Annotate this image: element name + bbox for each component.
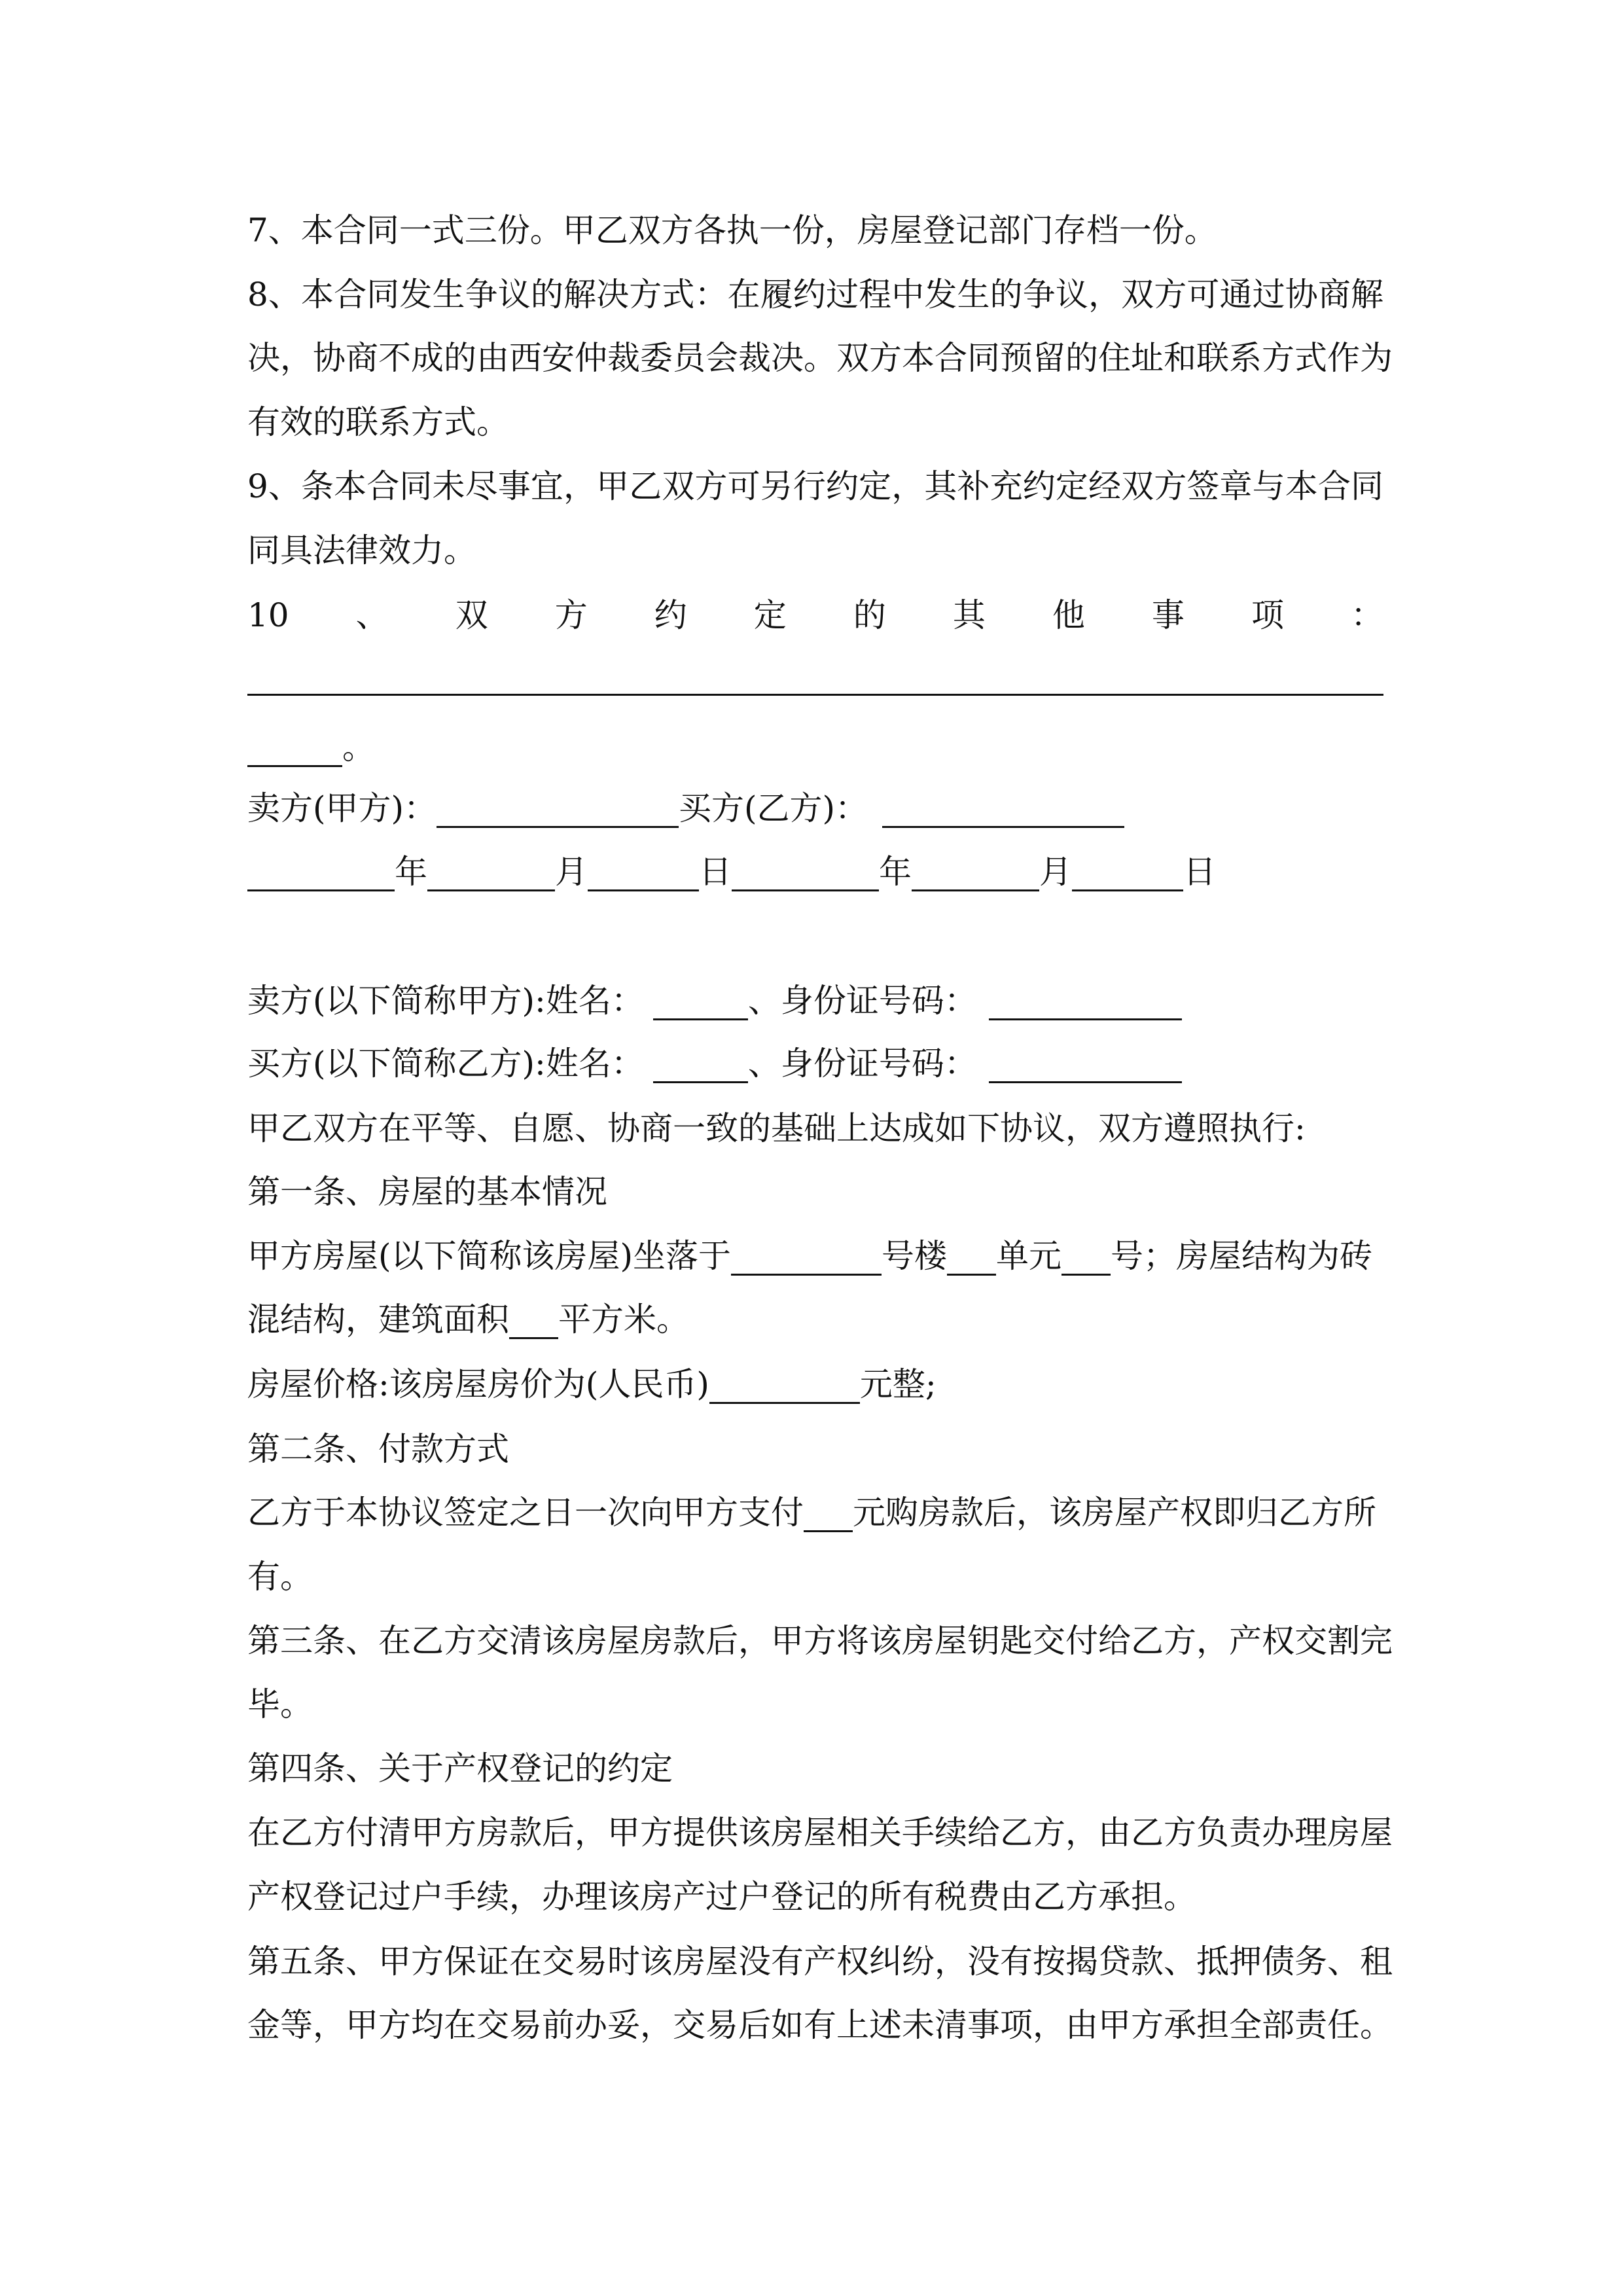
seller-day-field[interactable] [588, 858, 699, 891]
payment-field[interactable] [804, 1499, 853, 1532]
signature-parties-line [247, 789, 1124, 828]
article-1-area [247, 1300, 689, 1339]
clause-10-end [247, 728, 375, 767]
article-5-line: 第五条、甲方保证在交易时该房屋没有产权纠纷，没有按揭贷款、抵押债务、租 [247, 1943, 1393, 1981]
id-label: 、身份证号码： [747, 982, 977, 1020]
text: 混结构，建筑面积 [247, 1300, 509, 1338]
clause-9-line: 同具法律效力。 [247, 531, 476, 569]
text: 乙方于本协议签定之日一次向甲方支付 [247, 1494, 804, 1532]
article-4-line: 在乙方付清甲方房款后，甲方提供该房屋相关手续给乙方，由乙方负责办理房屋 [247, 1814, 1393, 1852]
text: 号；房屋结构为砖 [1111, 1237, 1373, 1275]
blank-field[interactable] [247, 734, 342, 767]
clause-8-line: 决，协商不成的由西安仲裁委员会裁决。双方本合同预留的住址和联系方式作为 [247, 339, 1393, 377]
intro: 甲乙双方在平等、自愿、协商一致的基础上达成如下协议，双方遵照执行: [247, 1109, 1306, 1147]
article-4-title: 第四条、关于产权登记的约定 [247, 1749, 673, 1787]
year-label: 年 [395, 853, 427, 891]
other-matters-blank-line[interactable] [247, 694, 1383, 696]
buyer-name-label: 买方(以下简称乙方):姓名： [247, 1045, 644, 1083]
id-label: 、身份证号码： [747, 1045, 977, 1083]
buyer-name-field[interactable] [653, 1050, 748, 1083]
clause-9-line: 9、条本合同未尽事宜，甲乙双方可另行约定，其补充约定经双方签章与本合同 [247, 467, 1383, 505]
buyer-id-field[interactable] [989, 1050, 1182, 1083]
article-2-title: 第二条、付款方式 [247, 1430, 509, 1468]
seller-month-field[interactable] [427, 858, 555, 891]
day-label: 日 [699, 853, 732, 891]
building-field[interactable] [947, 1242, 996, 1276]
seller-signature-field[interactable] [437, 795, 679, 828]
article-3-line: 毕。 [247, 1685, 313, 1723]
price-field[interactable] [709, 1371, 860, 1404]
text: 号楼 [882, 1237, 948, 1275]
seller-name-field[interactable] [653, 987, 748, 1020]
year-label: 年 [879, 853, 912, 891]
day-label: 日 [1183, 853, 1216, 891]
text: 元整; [859, 1365, 936, 1403]
article-1-title: 第一条、房屋的基本情况 [247, 1173, 607, 1211]
text: 单元 [996, 1237, 1062, 1275]
article-5-line: 金等，甲方均在交易前办妥，交易后如有上述未清事项，由甲方承担全部责任。 [247, 2006, 1393, 2044]
seller-label: 卖方(甲方)： [247, 789, 437, 827]
article-3-line: 第三条、在乙方交清该房屋房款后，甲方将该房屋钥匙交付给乙方，产权交割完 [247, 1622, 1393, 1660]
seller-name-label: 卖方(以下简称甲方):姓名： [247, 982, 644, 1020]
month-label: 月 [555, 853, 588, 891]
location-field[interactable] [731, 1242, 882, 1276]
article-4-line: 产权登记过户手续，办理该房产过户登记的所有税费由乙方承担。 [247, 1878, 1196, 1916]
month-label: 月 [1039, 853, 1072, 891]
clause-8-line: 有效的联系方式。 [247, 403, 509, 441]
unit-field[interactable] [1061, 1242, 1111, 1276]
buyer-month-field[interactable] [912, 858, 1039, 891]
article-2-line: 有。 [247, 1558, 313, 1596]
seller-id-field[interactable] [989, 987, 1182, 1020]
buyer-info-line [247, 1044, 1182, 1083]
text: 元购房款后，该房屋产权即归乙方所 [853, 1494, 1376, 1532]
text: 甲方房屋(以下简称该房屋)坐落于 [247, 1237, 732, 1275]
buyer-signature-field[interactable] [882, 795, 1124, 828]
seller-year-field[interactable] [247, 858, 395, 891]
clause-10-label: 10、双方约定的其他事项： [247, 596, 1383, 634]
buyer-year-field[interactable] [732, 858, 879, 891]
text: 平方米。 [558, 1300, 689, 1338]
seller-info-line [247, 981, 1182, 1020]
area-field[interactable] [509, 1306, 558, 1339]
clause-8-line: 8、本合同发生争议的解决方式：在履约过程中发生的争议，双方可通过协商解 [247, 276, 1383, 314]
period: 。 [342, 728, 375, 766]
article-1-price [247, 1365, 936, 1404]
article-1-location [247, 1236, 1372, 1276]
text: 房屋价格:该房屋房价为(人民币) [247, 1365, 709, 1403]
signature-date-line [247, 852, 1216, 891]
clause-7: 7、本合同一式三份。甲乙双方各执一份，房屋登记部门存档一份。 [247, 211, 1217, 249]
buyer-label: 买方(乙方)： [679, 789, 868, 827]
article-2-line [247, 1493, 1376, 1532]
buyer-day-field[interactable] [1072, 858, 1183, 891]
